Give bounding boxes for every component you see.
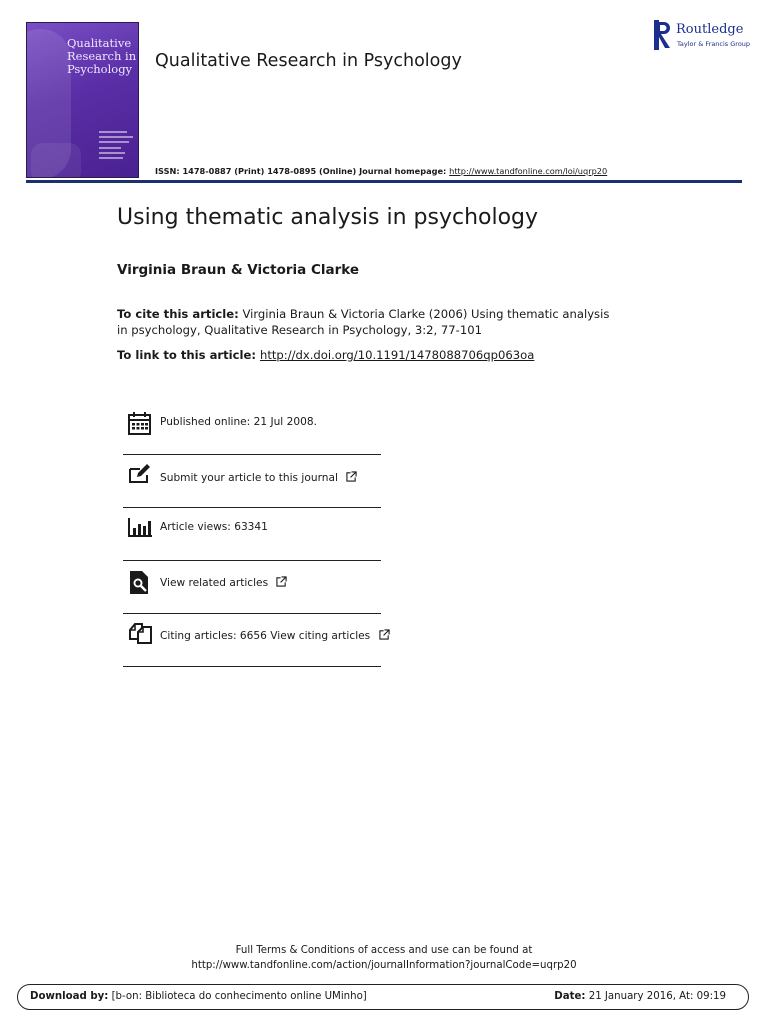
citing-articles-row[interactable] xyxy=(123,614,381,667)
routledge-logo-icon xyxy=(654,20,672,50)
publisher-name: Routledge xyxy=(676,22,744,37)
published-row xyxy=(123,402,381,455)
article-link-line: To link to this article: http://dx.doi.org/10.1191/1478088706qp063oa xyxy=(117,348,535,362)
download-date: Date: 21 January 2016, At: 09:19 xyxy=(554,991,726,1002)
journal-name: Qualitative Research in Psychology xyxy=(155,51,462,71)
cover-small-text xyxy=(99,131,135,162)
publisher-subtitle: Taylor & Francis Group xyxy=(677,40,751,48)
article-views: Article views: 63341 xyxy=(160,521,268,533)
external-link-icon xyxy=(346,471,357,482)
download-info-bar xyxy=(17,984,749,1010)
doi-link[interactable]: http://dx.doi.org/10.1191/1478088706qp063oa xyxy=(259,348,535,362)
journal-cover-image xyxy=(26,22,139,178)
issn-line: ISSN: 1478-0887 (Print) 1478-0895 (Online) Journal homepage: http://www.tandfonline.com/loi/uqrp20 xyxy=(155,166,608,176)
published-date: Published online: 21 Jul 2008. xyxy=(160,416,317,428)
article-title: Using thematic analysis in psychology xyxy=(117,205,539,230)
header-divider xyxy=(26,180,742,183)
search-document-icon xyxy=(127,570,153,596)
terms-notice: Full Terms & Conditions of access and use can be found at http://www.tandfonline.com/action/journalInformation?journalCode=uqrp20 xyxy=(0,943,768,973)
bar-chart-icon xyxy=(127,514,153,540)
related-articles-row[interactable] xyxy=(123,561,381,614)
calendar-icon xyxy=(127,411,153,437)
edit-icon xyxy=(127,461,153,487)
download-by: Download by: [b-on: Biblioteca do conhecimento online UMinho] xyxy=(30,991,367,1002)
external-link-icon xyxy=(276,576,287,587)
terms-link[interactable]: http://www.tandfonline.com/action/journalInformation?journalCode=uqrp20 xyxy=(191,960,577,971)
article-views-row xyxy=(123,508,381,561)
external-link-icon xyxy=(379,629,390,640)
cover-title: Qualitative Research in Psychology xyxy=(67,36,137,76)
journal-homepage-link[interactable]: http://www.tandfonline.com/loi/uqrp20 xyxy=(449,166,608,176)
article-authors: Virginia Braun & Victoria Clarke xyxy=(117,262,360,278)
documents-icon xyxy=(127,620,153,646)
citing-articles-link[interactable]: Citing articles: 6656 View citing articles xyxy=(160,630,371,642)
submit-article-row[interactable] xyxy=(123,455,381,508)
citation: To cite this article: Virginia Braun & Victoria Clarke (2006) Using thematic analysis in psychology, Qualitative Research in Psychology, 3:2, 77-101 xyxy=(117,307,610,337)
submit-article-link[interactable]: Submit your article to this journal xyxy=(160,472,338,484)
related-articles-link[interactable]: View related articles xyxy=(160,577,269,589)
